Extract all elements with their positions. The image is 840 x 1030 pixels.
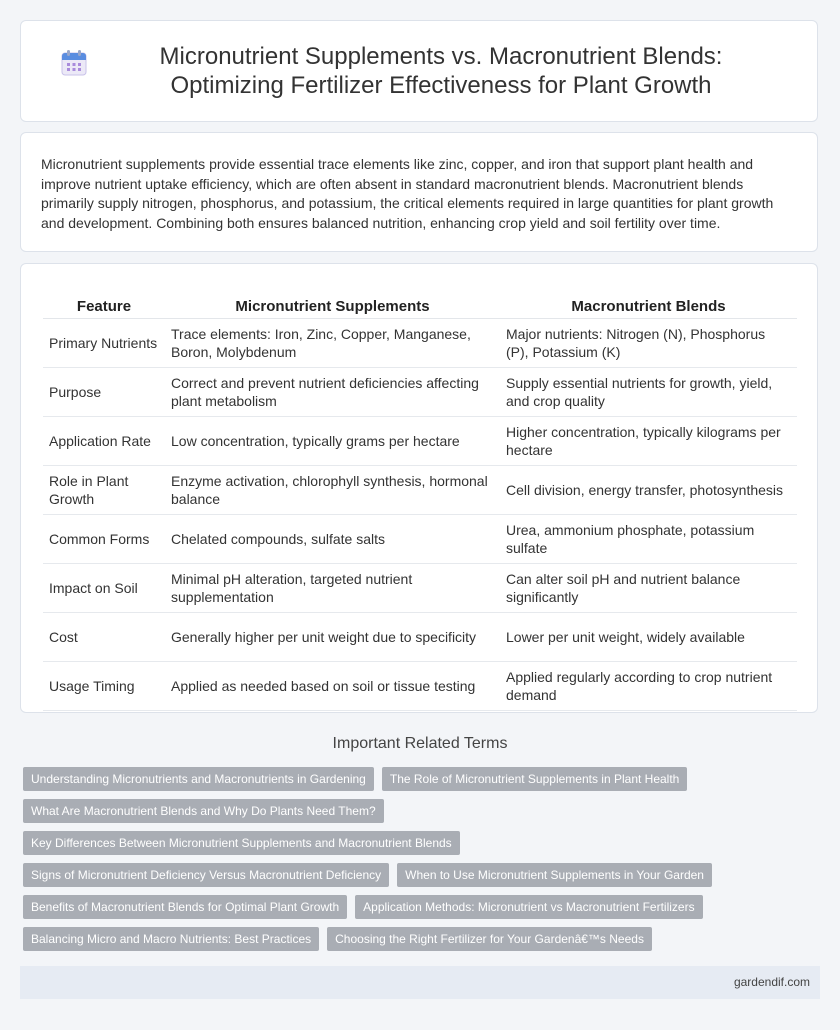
macronutrient-cell: Applied regularly according to crop nutrient demand: [500, 662, 797, 711]
table-row: [43, 319, 797, 368]
micronutrient-cell: Chelated compounds, sulfate salts: [165, 515, 500, 564]
site-name[interactable]: gardendif.com: [733, 975, 810, 989]
table-row: [43, 662, 797, 711]
micronutrient-cell: Correct and prevent nutrient deficiencies affecting plant metabolism: [165, 368, 500, 417]
micronutrient-cell: Applied as needed based on soil or tissue testing: [165, 662, 500, 711]
column-header-micronutrient: Micronutrient Supplements: [165, 296, 500, 319]
macronutrient-cell: Higher concentration, typically kilograms per hectare: [500, 417, 797, 466]
macronutrient-cell: Lower per unit weight, widely available: [500, 613, 797, 662]
micronutrient-cell: Enzyme activation, chlorophyll synthesis, hormonal balance: [165, 466, 500, 515]
related-term-tag[interactable]: What Are Macronutrient Blends and Why Do Plants Need Them?: [23, 799, 384, 823]
feature-cell: Primary Nutrients: [43, 319, 165, 368]
table-row: [43, 417, 797, 466]
table-row: [43, 564, 797, 613]
micronutrient-cell: Generally higher per unit weight due to specificity: [165, 613, 500, 662]
related-terms-list: [23, 767, 823, 959]
header-card: [20, 20, 818, 122]
feature-cell: Purpose: [43, 368, 165, 417]
feature-cell: Usage Timing: [43, 662, 165, 711]
feature-cell: Impact on Soil: [43, 564, 165, 613]
footer: [20, 966, 820, 999]
related-term-tag[interactable]: When to Use Micronutrient Supplements in Your Garden: [397, 863, 712, 887]
related-term-tag[interactable]: Benefits of Macronutrient Blends for Optimal Plant Growth: [23, 895, 347, 919]
macronutrient-cell: Supply essential nutrients for growth, yield, and crop quality: [500, 368, 797, 417]
feature-cell: Common Forms: [43, 515, 165, 564]
related-term-tag[interactable]: Understanding Micronutrients and Macronutrients in Gardening: [23, 767, 374, 791]
related-term-tag[interactable]: Application Methods: Micronutrient vs Macronutrient Fertilizers: [355, 895, 702, 919]
table-row: [43, 613, 797, 662]
calendar-icon: [59, 48, 89, 78]
macronutrient-cell: Can alter soil pH and nutrient balance significantly: [500, 564, 797, 613]
comparison-table-card: [20, 263, 818, 713]
related-term-tag[interactable]: Signs of Micronutrient Deficiency Versus Macronutrient Deficiency: [23, 863, 389, 887]
related-term-tag[interactable]: Key Differences Between Micronutrient Supplements and Macronutrient Blends: [23, 831, 460, 855]
feature-cell: Application Rate: [43, 417, 165, 466]
intro-paragraph: Micronutrient supplements provide essential trace elements like zinc, copper, and iron that support plant health and improve nutrient uptake efficiency, which are often absent in standard macronutrient blends. Macronutrient blends primarily supply nitrogen, phosphorus, and potassium, the critical elements required in large quantities for plant growth and development. Combining both ensures balanced nutrition, enhancing crop yield and soil fertility over time.: [41, 156, 774, 231]
micronutrient-cell: Low concentration, typically grams per hectare: [165, 417, 500, 466]
related-term-tag[interactable]: Balancing Micro and Macro Nutrients: Best Practices: [23, 927, 319, 951]
related-term-tag[interactable]: The Role of Micronutrient Supplements in Plant Health: [382, 767, 687, 791]
feature-cell: Role in Plant Growth: [43, 466, 165, 515]
feature-cell: Cost: [43, 613, 165, 662]
intro-card: [20, 132, 818, 252]
micronutrient-cell: Minimal pH alteration, targeted nutrient supplementation: [165, 564, 500, 613]
table-header-row: [43, 296, 797, 319]
table-row: [43, 368, 797, 417]
macronutrient-cell: Cell division, energy transfer, photosynthesis: [500, 466, 797, 515]
column-header-feature: Feature: [43, 296, 165, 319]
column-header-macronutrient: Macronutrient Blends: [500, 296, 797, 319]
related-terms-heading: Important Related Terms: [332, 735, 508, 752]
macronutrient-cell: Major nutrients: Nitrogen (N), Phosphorus (P), Potassium (K): [500, 319, 797, 368]
macronutrient-cell: Urea, ammonium phosphate, potassium sulfate: [500, 515, 797, 564]
comparison-table: [43, 296, 797, 711]
page-title: Micronutrient Supplements vs. Macronutrient Blends: Optimizing Fertilizer Effectiveness for Plant Growth: [159, 43, 723, 99]
micronutrient-cell: Trace elements: Iron, Zinc, Copper, Manganese, Boron, Molybdenum: [165, 319, 500, 368]
related-term-tag[interactable]: Choosing the Right Fertilizer for Your Gardenâ€™s Needs: [327, 927, 652, 951]
table-row: [43, 466, 797, 515]
table-row: [43, 515, 797, 564]
title-wrap: [59, 42, 779, 100]
